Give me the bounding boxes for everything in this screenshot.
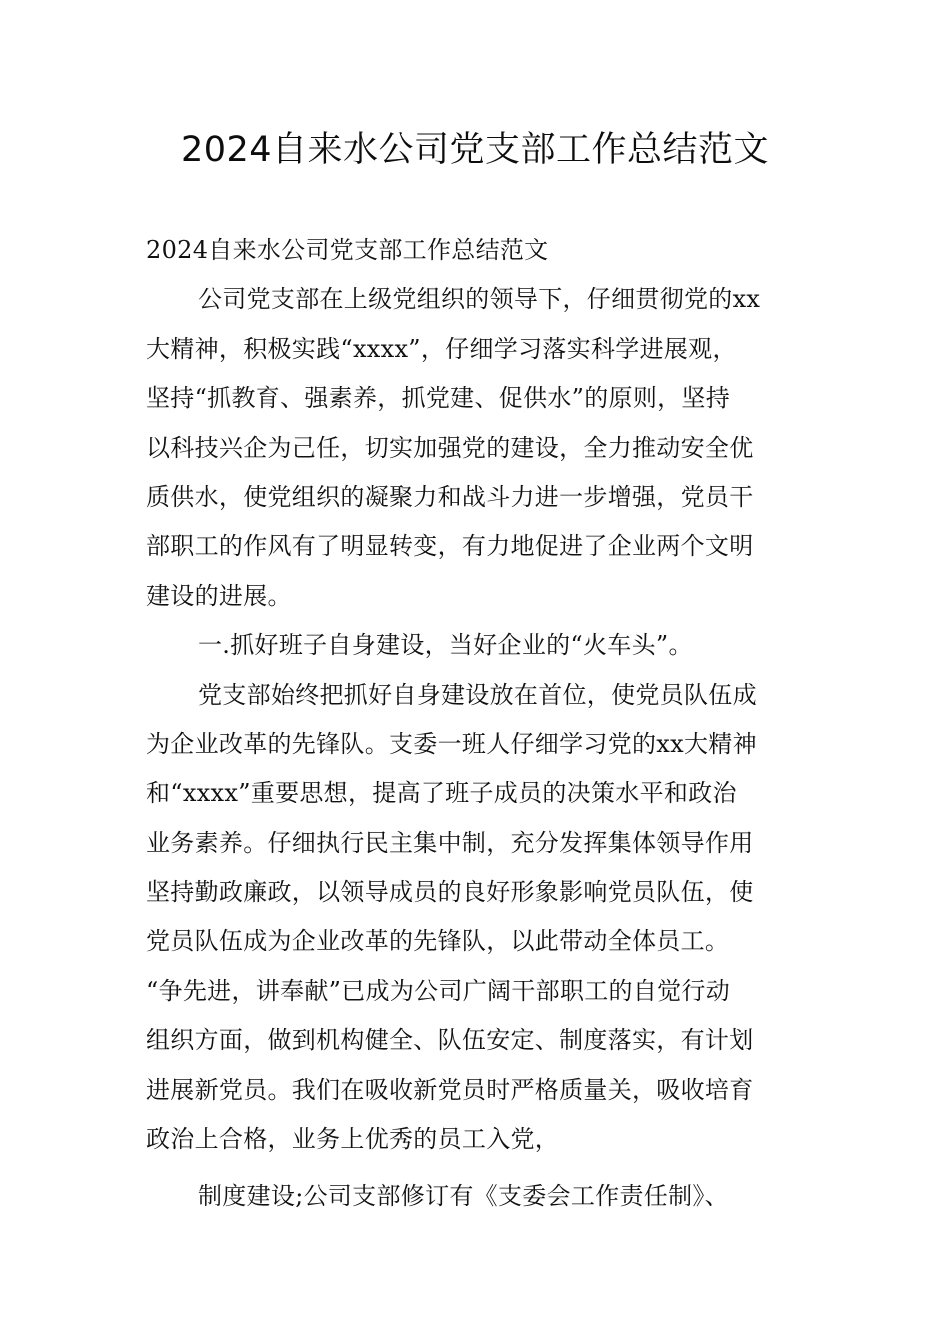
body-line-subtitle: 2024自来水公司党支部工作总结范文	[146, 236, 549, 264]
body-line: 部职工的作风有了明显转变，有力地促进了企业两个文明	[146, 532, 754, 561]
body-line: 建设的进展。	[146, 581, 292, 610]
body-line: 制度建设;公司支部修订有《支委会工作责任制》、	[198, 1182, 729, 1211]
body-line: 和“xxxx”重要思想，提高了班子成员的决策水平和政治	[146, 779, 737, 808]
body-line: 组织方面，做到机构健全、队伍安定、制度落实，有计划	[146, 1026, 754, 1055]
body-line: 政治上合格，业务上优秀的员工入党，	[146, 1125, 560, 1154]
document-body	[146, 226, 806, 1222]
body-line: 党支部始终把抓好自身建设放在首位，使党员队伍成	[198, 680, 757, 709]
body-line: 坚持勤政廉政，以领导成员的良好形象影响党员队伍，使	[146, 878, 754, 907]
body-line: 质供水，使党组织的凝聚力和战斗力进一步增强，党员干	[146, 482, 754, 511]
body-line: 业务素养。仔细执行民主集中制，充分发挥集体领导作用	[146, 828, 754, 857]
body-line: 大精神，积极实践“xxxx”，仔细学习落实科学进展观，	[146, 334, 737, 363]
body-line: 以科技兴企为己任，切实加强党的建设，全力推动安全优	[146, 433, 754, 462]
document-title: 2024自来水公司党支部工作总结范文	[180, 130, 770, 170]
body-line: 坚持“抓教育、强素养，抓党建、促供水”的原则，坚持	[146, 384, 731, 413]
body-line: 进展新党员。我们在吸收新党员时严格质量关，吸收培育	[146, 1075, 754, 1104]
body-line: 党员队伍成为企业改革的先锋队，以此带动全体员工。	[146, 927, 730, 956]
body-line: 为企业改革的先锋队。支委一班人仔细学习党的xx大精神	[146, 729, 757, 758]
body-line: “争先进，讲奉献”已成为公司广阔干部职工的自觉行动	[146, 976, 731, 1005]
body-line: 公司党支部在上级党组织的领导下，仔细贯彻党的xx	[198, 285, 761, 314]
section-heading: 一.抓好班子自身建设，当好企业的“火车头”。	[198, 631, 693, 660]
